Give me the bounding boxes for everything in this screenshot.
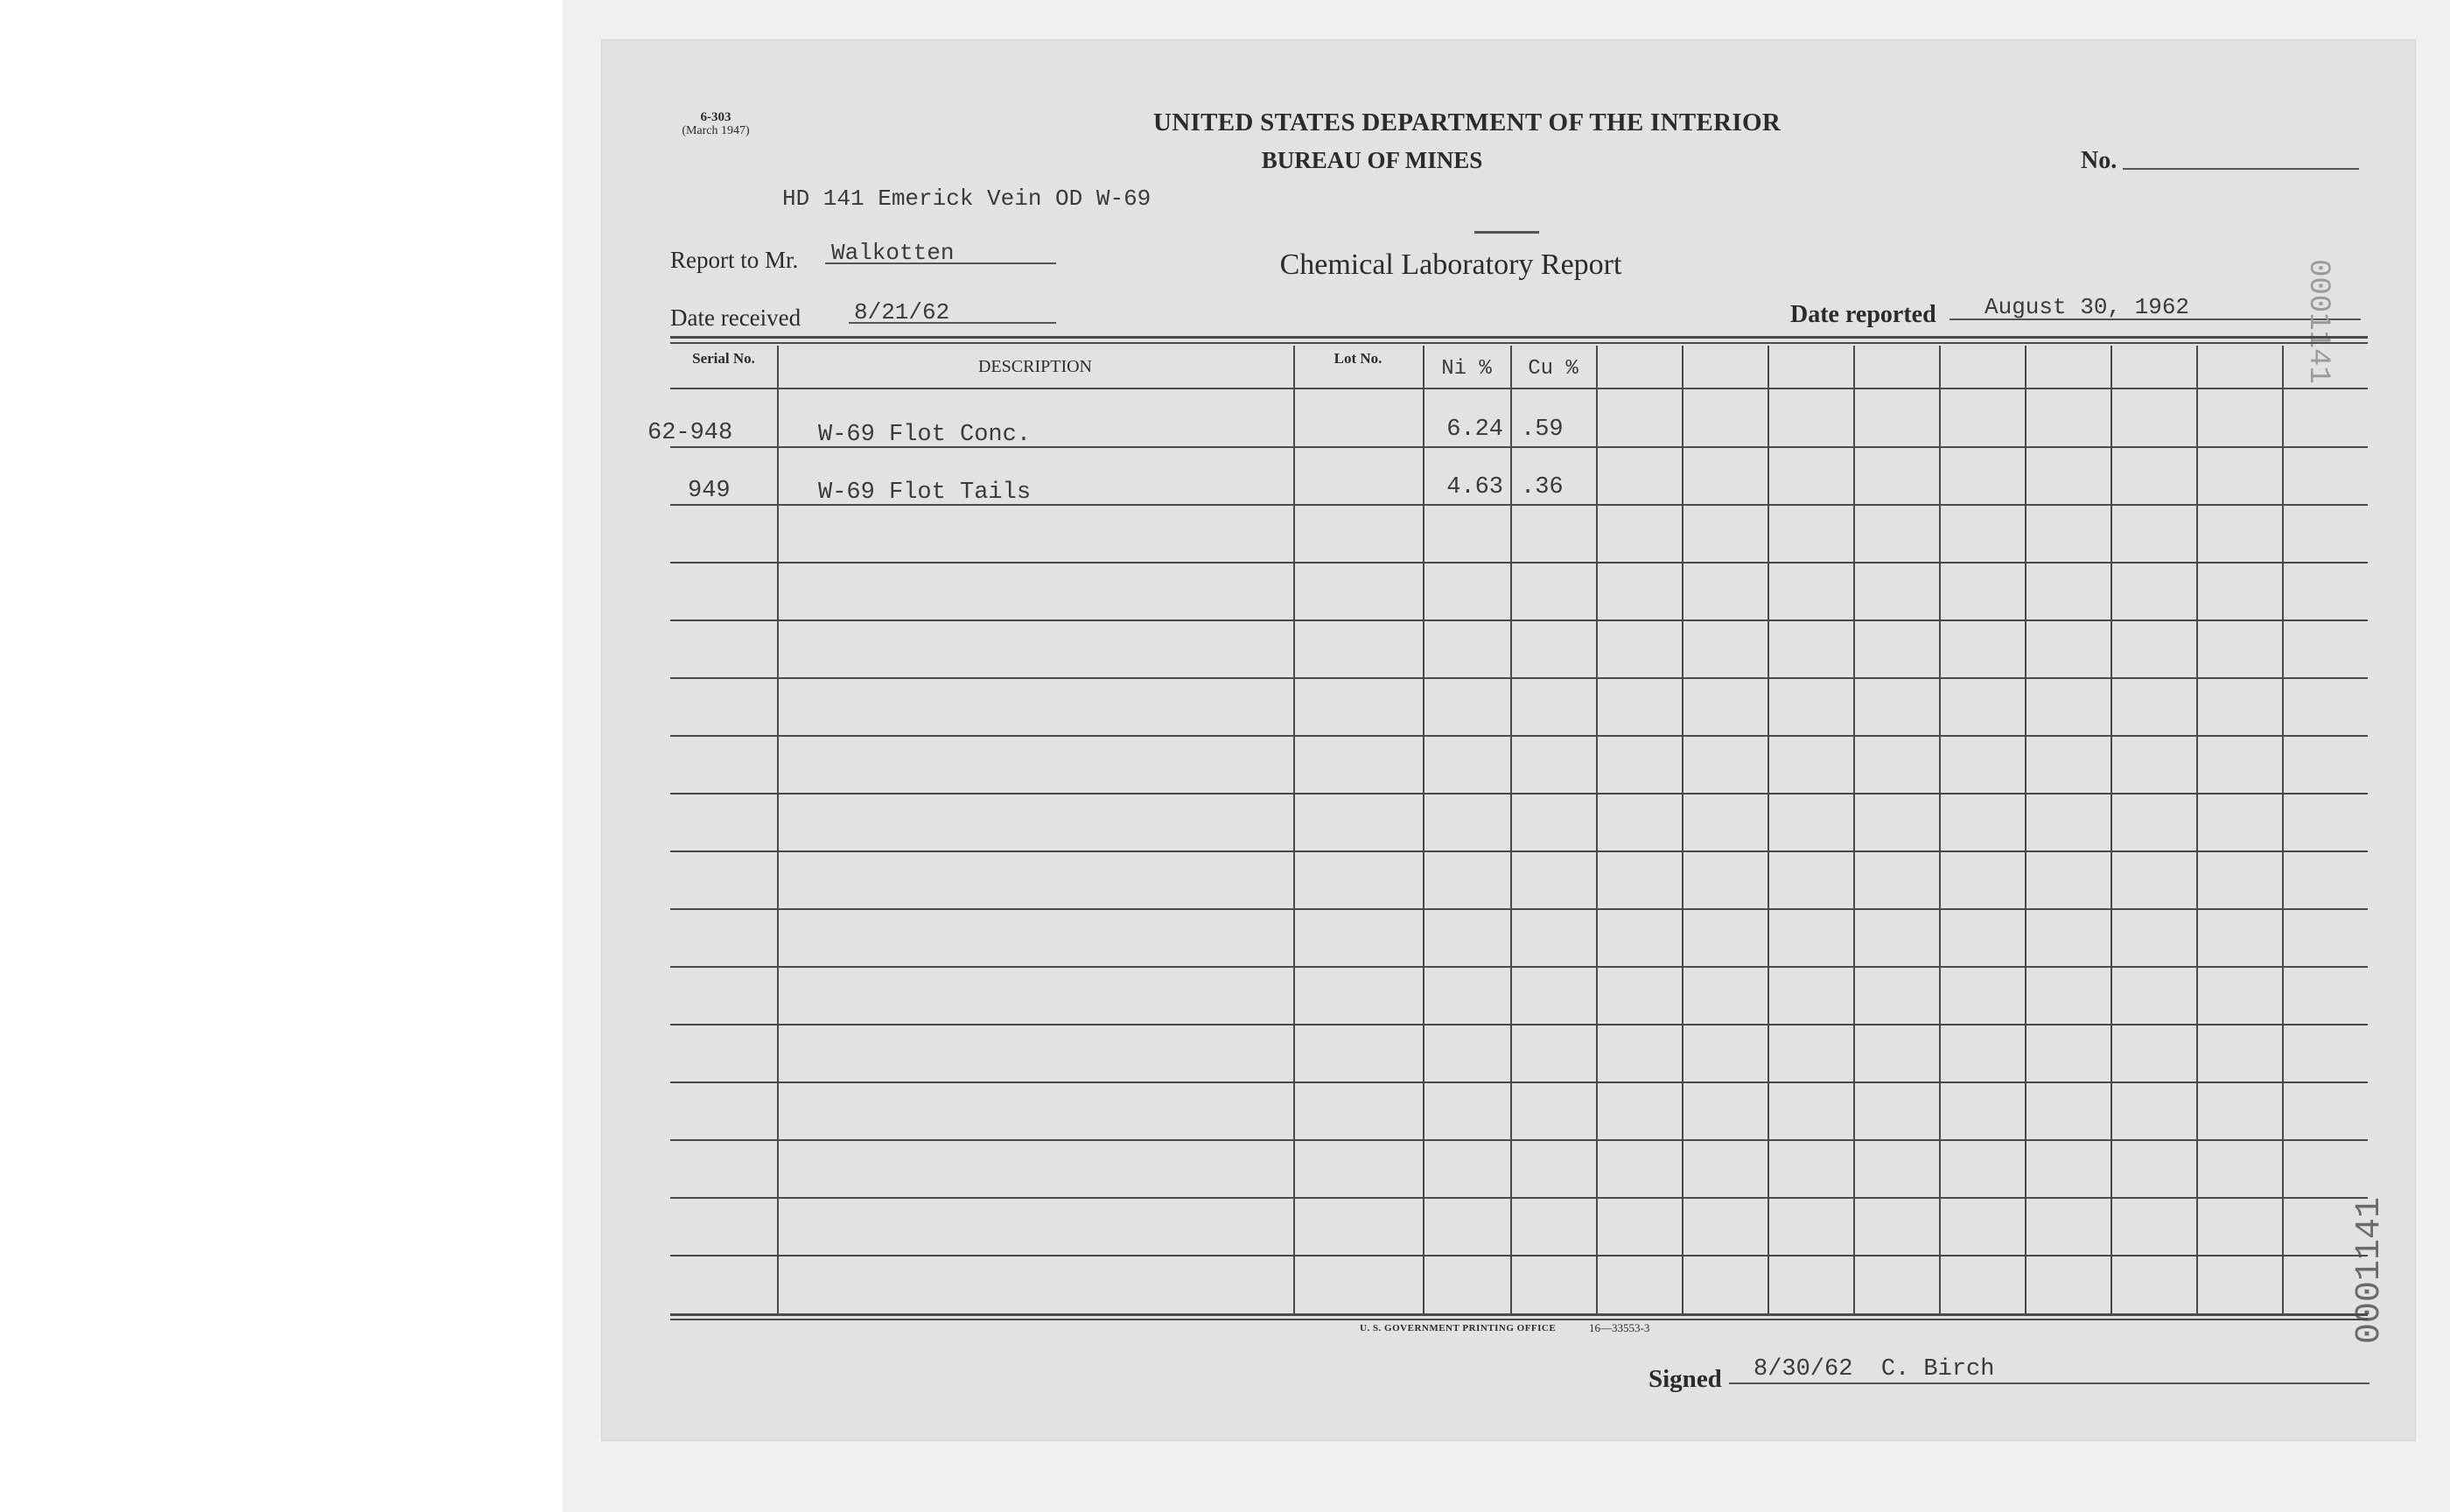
form-date: (March 1947): [682, 124, 750, 137]
lab-report-form: [602, 40, 2415, 1440]
col-divider: [2196, 346, 2198, 1313]
col-divider: [2025, 346, 2026, 1313]
row-serial: 62-948: [648, 420, 733, 446]
side-stamp-bottom: 0001141: [2350, 1196, 2390, 1344]
report-to-underline: [825, 262, 1056, 264]
report-title: Chemical Laboratory Report: [1279, 248, 1622, 281]
signed-label: Signed: [1648, 1365, 1722, 1393]
row-description: W-69 Flot Conc.: [818, 422, 1032, 448]
col-divider: [2110, 346, 2112, 1313]
col-divider: [1596, 346, 1598, 1313]
no-underline: [2123, 168, 2359, 170]
row-rule: [670, 966, 2368, 968]
row-rule: [670, 793, 2368, 794]
table-bottom-rule-2: [670, 1319, 2368, 1320]
printer-line: U. S. GOVERNMENT PRINTING OFFICE: [1360, 1323, 1557, 1334]
title-divider: [1474, 231, 1539, 234]
row-rule: [670, 1139, 2368, 1141]
row-rule: [670, 1255, 2368, 1256]
printer-code: 16—33553-3: [1589, 1321, 1650, 1334]
row-rule: [670, 1082, 2368, 1083]
header-ni: Ni %: [1441, 357, 1492, 381]
date-reported-value: August 30, 1962: [1984, 294, 2190, 320]
report-to-value: Walkotten: [831, 240, 955, 266]
date-received-underline: [849, 322, 1056, 324]
table-bottom-rule: [670, 1313, 2368, 1316]
header-description: DESCRIPTION: [977, 357, 1092, 376]
table-header-rule: [670, 388, 2368, 389]
col-divider: [1853, 346, 1855, 1313]
signed-value: 8/30/62 C. Birch: [1754, 1356, 1995, 1382]
row-rule: [670, 850, 2368, 852]
row-rule: [670, 1197, 2368, 1199]
row-rule: [670, 562, 2368, 564]
project-line: HD 141 Emerick Vein OD W-69: [782, 186, 1152, 212]
date-received-value: 8/21/62: [854, 299, 950, 326]
row-description: W-69 Flot Tails: [818, 480, 1032, 506]
header-cu: Cu %: [1528, 357, 1578, 381]
signed-underline: [1729, 1382, 2370, 1384]
col-divider: [1293, 346, 1295, 1313]
row-cu: .59: [1521, 416, 1564, 443]
col-divider: [1682, 346, 1684, 1313]
row-cu: .36: [1521, 474, 1564, 500]
agency-line-1: UNITED STATES DEPARTMENT OF THE INTERIOR: [1153, 108, 1782, 136]
row-rule: [670, 677, 2368, 679]
row-rule: [670, 735, 2368, 737]
col-divider: [777, 346, 779, 1313]
col-divider: [1510, 346, 1512, 1313]
row-rule: [670, 908, 2368, 910]
header-serial: Serial No.: [692, 350, 755, 367]
row-rule: [670, 1024, 2368, 1026]
agency-line-2: BUREAU OF MINES: [1261, 147, 1483, 173]
form-number: 6-303: [700, 110, 732, 124]
date-received-label: Date received: [670, 304, 802, 331]
date-reported-underline: [1950, 318, 2361, 320]
row-serial: 949: [688, 478, 731, 504]
table-top-rule-2: [670, 342, 2368, 344]
col-divider: [1768, 346, 1769, 1313]
row-ni: 6.24: [1446, 416, 1503, 443]
report-to-label: Report to Mr.: [670, 247, 799, 273]
col-divider: [1939, 346, 1941, 1313]
date-reported-label: Date reported: [1790, 301, 1936, 328]
row-rule: [670, 620, 2368, 621]
table-top-rule: [670, 336, 2368, 339]
row-ni: 4.63: [1446, 474, 1503, 500]
no-label: No.: [2081, 147, 2118, 174]
col-divider: [2282, 346, 2284, 1313]
header-lot: Lot No.: [1334, 350, 1382, 367]
side-stamp-top: 0001141: [2301, 259, 2334, 384]
